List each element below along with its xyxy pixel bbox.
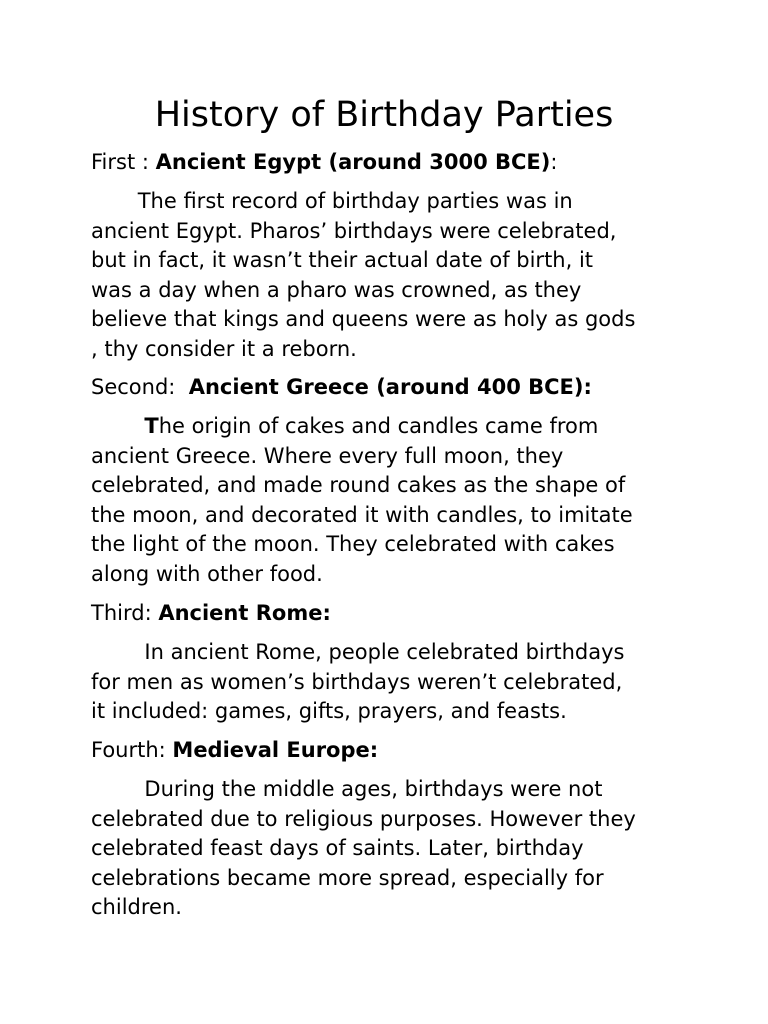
- body-line: it included: games, gifts, prayers, and feasts.: [91, 699, 567, 724]
- body-line: In ancient Rome, people celebrated birthdays: [91, 640, 625, 664]
- body-line: During the middle ages, birthdays were not: [91, 777, 603, 801]
- body-line: the light of the moon. They celebrated with cakes: [91, 532, 615, 557]
- body-line: celebrations became more spread, especially for: [91, 865, 604, 890]
- section-prefix: Fourth:: [91, 738, 173, 762]
- body-line: the moon, and decorated it with candles, to imitate: [91, 502, 633, 527]
- section-title: Ancient Rome:: [158, 601, 331, 625]
- section-prefix: First :: [91, 150, 156, 174]
- body-line: , thy consider it a reborn.: [91, 336, 357, 361]
- section-heading-rome: [91, 600, 691, 626]
- page-title: History of Birthday Parties: [154, 95, 614, 135]
- body-line: celebrated, and made round cakes as the shape of: [91, 473, 626, 498]
- body-line: ancient Greece. Where every full moon, they: [91, 443, 564, 468]
- body-line: ancient Egypt. Pharos’ birthdays were celebrated,: [91, 218, 617, 243]
- body-line: was a day when a pharo was crowned, as they: [91, 277, 582, 302]
- body-line: children.: [91, 895, 182, 920]
- body-line: for men as women’s birthdays weren’t celebrated,: [91, 669, 623, 694]
- body-line: along with other food.: [91, 561, 323, 586]
- body-line: celebrated due to religious purposes. However they: [91, 806, 636, 831]
- body-line-rest: he origin of cakes and candles came from: [158, 414, 599, 438]
- section-heading-egypt: [91, 149, 691, 175]
- section-body-greece: [91, 412, 691, 590]
- body-line: believe that kings and queens were as holy as gods: [91, 307, 636, 332]
- section-heading-greece: [91, 374, 691, 400]
- section-title: Ancient Egypt (around 3000 BCE): [155, 150, 551, 174]
- section-body-egypt: [91, 187, 691, 365]
- section-body-medieval: [91, 775, 691, 923]
- body-line-first: [91, 412, 691, 442]
- section-suffix: :: [550, 150, 558, 174]
- body-line: The first record of birthday parties was in: [91, 189, 573, 213]
- section-prefix: Third:: [91, 601, 159, 625]
- body-line: but in fact, it wasn’t their actual date of birth, it: [91, 248, 594, 273]
- section-prefix: Second:: [91, 375, 189, 399]
- section-heading-medieval: [91, 737, 691, 763]
- drop-cap-letter: T: [144, 414, 159, 438]
- section-title: Medieval Europe:: [172, 738, 379, 762]
- body-line: celebrated feast days of saints. Later, birthday: [91, 836, 584, 861]
- section-title: Ancient Greece (around 400 BCE):: [188, 375, 592, 399]
- section-body-rome: [91, 638, 691, 727]
